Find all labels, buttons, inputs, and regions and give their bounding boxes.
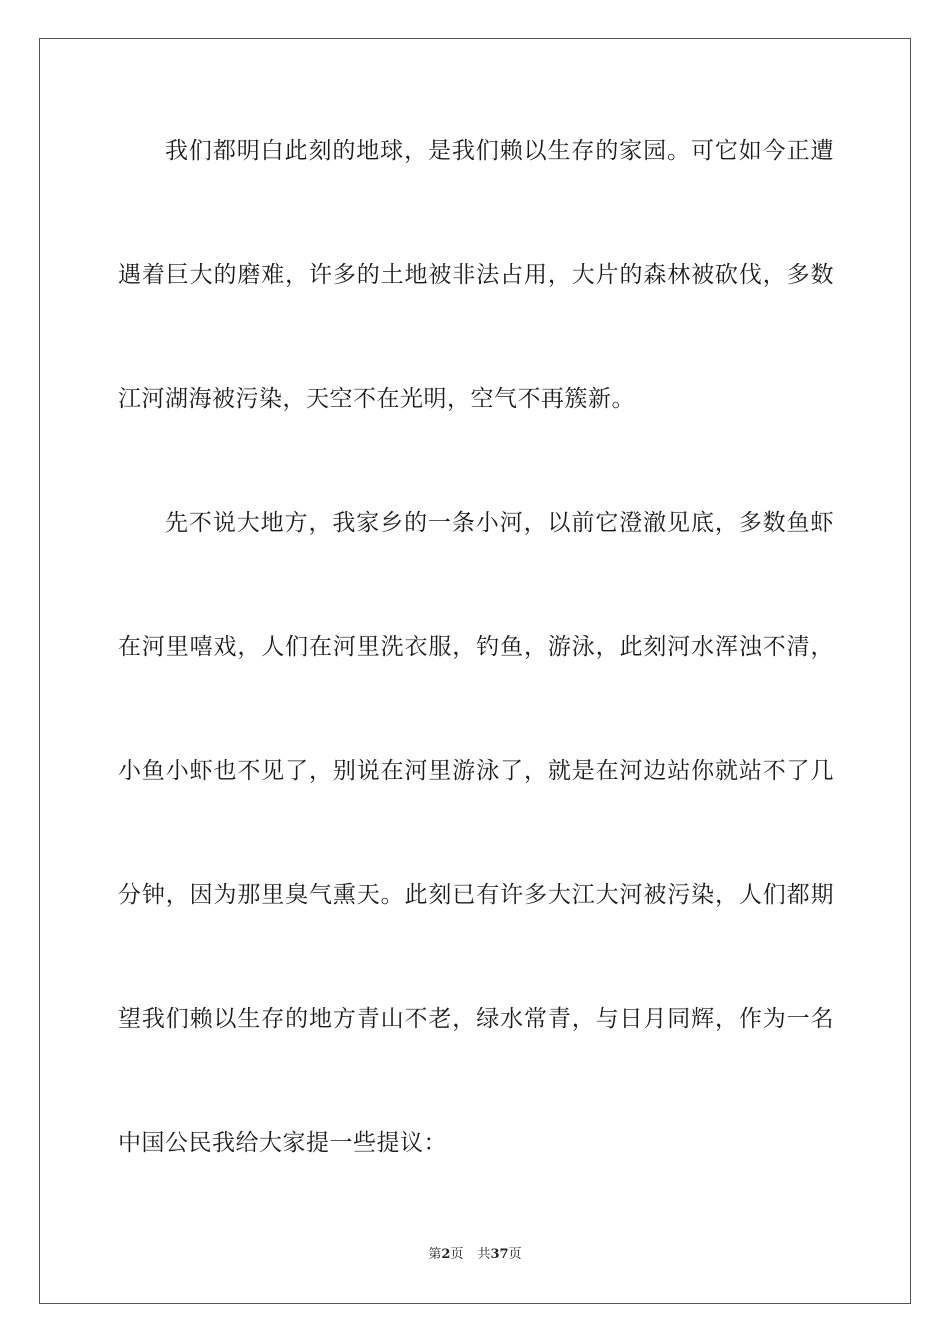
footer-page-suffix: 页 — [450, 1247, 464, 1262]
footer-total-pages: 37 — [490, 1247, 509, 1262]
paragraph-2-line-2: 在河里嘻戏，人们在河里洗衣服，钓鱼，游泳，此刻河水浑浊不清， — [118, 634, 834, 660]
footer-total-prefix: 共 — [477, 1247, 491, 1262]
paragraph-2-line-4: 分钟，因为那里臭气熏天。此刻已有许多大江大河被污染，人们都期 — [118, 882, 834, 908]
paragraph-1-line-1: 我们都明白此刻的地球，是我们赖以生存的家园。可它如今正遭 — [165, 138, 834, 164]
paragraph-2-line-1: 先不说大地方，我家乡的一条小河，以前它澄澈见底，多数鱼虾 — [165, 510, 834, 536]
page-border — [39, 38, 911, 1304]
paragraph-1-line-3: 江河湖海被污染，天空不在光明，空气不再簇新。 — [118, 386, 635, 412]
footer-page-prefix: 第 — [428, 1247, 442, 1262]
footer-page-number: 2 — [441, 1247, 451, 1262]
paragraph-1-line-2: 遇着巨大的磨难，许多的土地被非法占用，大片的森林被砍伐，多数 — [118, 262, 834, 288]
footer-total-suffix: 页 — [508, 1247, 522, 1262]
page-footer — [0, 1246, 950, 1264]
paragraph-2-line-3: 小鱼小虾也不见了，别说在河里游泳了，就是在河边站你就站不了几 — [118, 758, 834, 784]
paragraph-2-line-6: 中国公民我给大家提一些提议： — [118, 1130, 447, 1156]
paragraph-2-line-5: 望我们赖以生存的地方青山不老，绿水常青，与日月同辉，作为一名 — [118, 1006, 834, 1032]
